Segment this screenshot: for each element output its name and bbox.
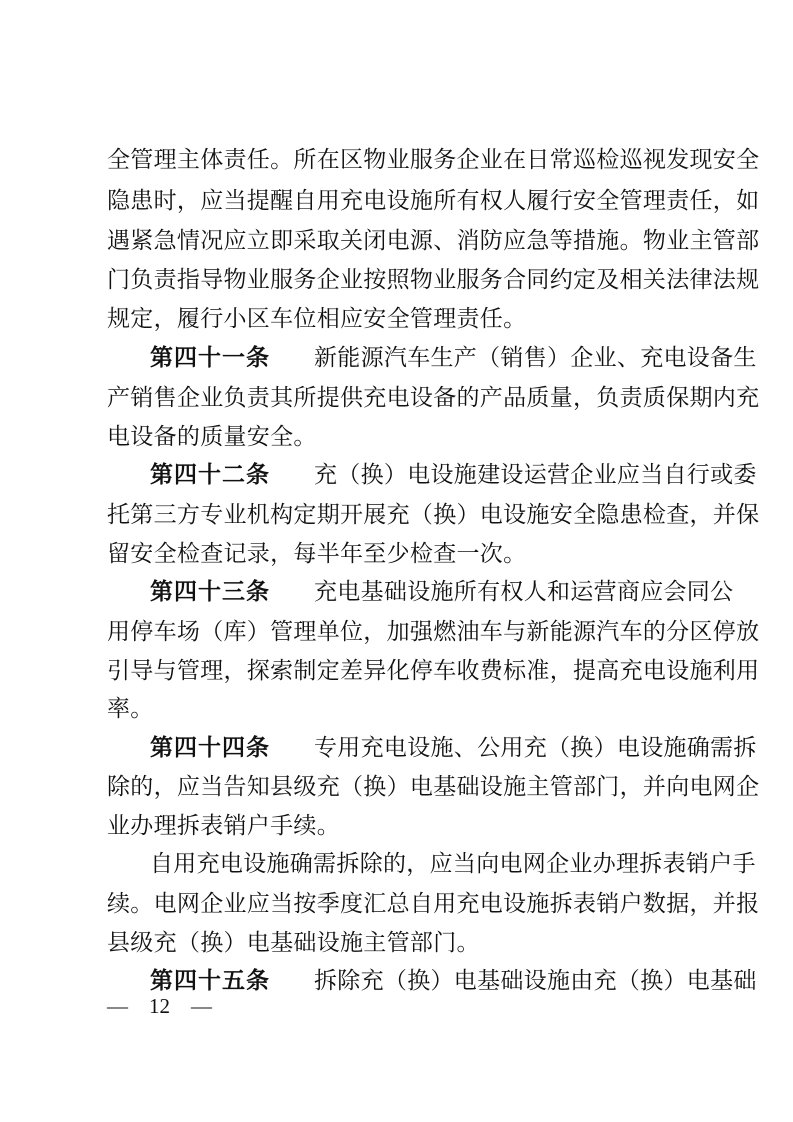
article-43-heading: 第四十三条 [150,579,270,605]
text-line: 用停车场（库）管理单位，加强燃油车与新能源汽车的分区停放 [107,619,760,645]
article-44-text: 专用充电设施、公用充（换）电设施确需拆 [314,735,757,761]
paragraph-first-line: 自用充电设施确需拆除的，应当向电网企业办理拆表销户手 [150,851,756,877]
text-line: 隐患时，应当提醒自用充电设施所有权人履行安全管理责任，如 [107,188,760,214]
article-42-text: 充（换）电设施建设运营企业应当自行或委 [314,462,757,488]
article-44-heading: 第四十四条 [150,735,270,761]
article-41-first-line [150,343,757,373]
page-number: — 12 — [107,994,212,1018]
text-line: 县级充（换）电基础设施主管部门。 [107,930,480,956]
text-line: 产销售企业负责其所提供充电设备的产品质量，负责质保期内充 [107,385,760,411]
text-line: 率。 [107,696,154,722]
article-41-text: 新能源汽车生产（销售）企业、充电设备生 [314,345,757,371]
text-line: 遇紧急情况应立即采取关闭电源、消防应急等措施。物业主管部 [107,228,760,254]
article-43-text: 充电基础设施所有权人和运营商应会同公 [314,579,734,605]
text-line: 续。电网企业应当按季度汇总自用充电设施拆表销户数据，并报 [107,891,760,917]
text-line: 门负责指导物业服务企业按照物业服务合同约定及相关法律法规 [107,267,760,293]
text-line: 引导与管理，探索制定差异化停车收费标准，提高充电设施利用 [107,658,760,684]
text-line: 留安全检查记录，每半年至少检查一次。 [107,541,527,567]
text-line: 规定，履行小区车位相应安全管理责任。 [107,306,527,332]
article-42-first-line [150,460,757,490]
article-41-heading: 第四十一条 [150,345,270,371]
text-line: 除的，应当告知县级充（换）电基础设施主管部门，并向电网企 [107,774,760,800]
text-line: 全管理主体责任。所在区物业服务企业在日常巡检巡视发现安全 [107,147,760,173]
text-line: 托第三方专业机构定期开展充（换）电设施安全隐患检查，并保 [107,502,760,528]
article-43-first-line [150,577,734,607]
article-45-first-line [150,966,757,996]
article-44-first-line [150,733,757,763]
article-45-heading: 第四十五条 [150,968,270,994]
text-line: 业办理拆表销户手续。 [107,813,340,839]
text-line: 电设备的质量安全。 [107,424,317,450]
article-45-text: 拆除充（换）电基础设施由充（换）电基础 [314,968,757,994]
article-42-heading: 第四十二条 [150,462,270,488]
